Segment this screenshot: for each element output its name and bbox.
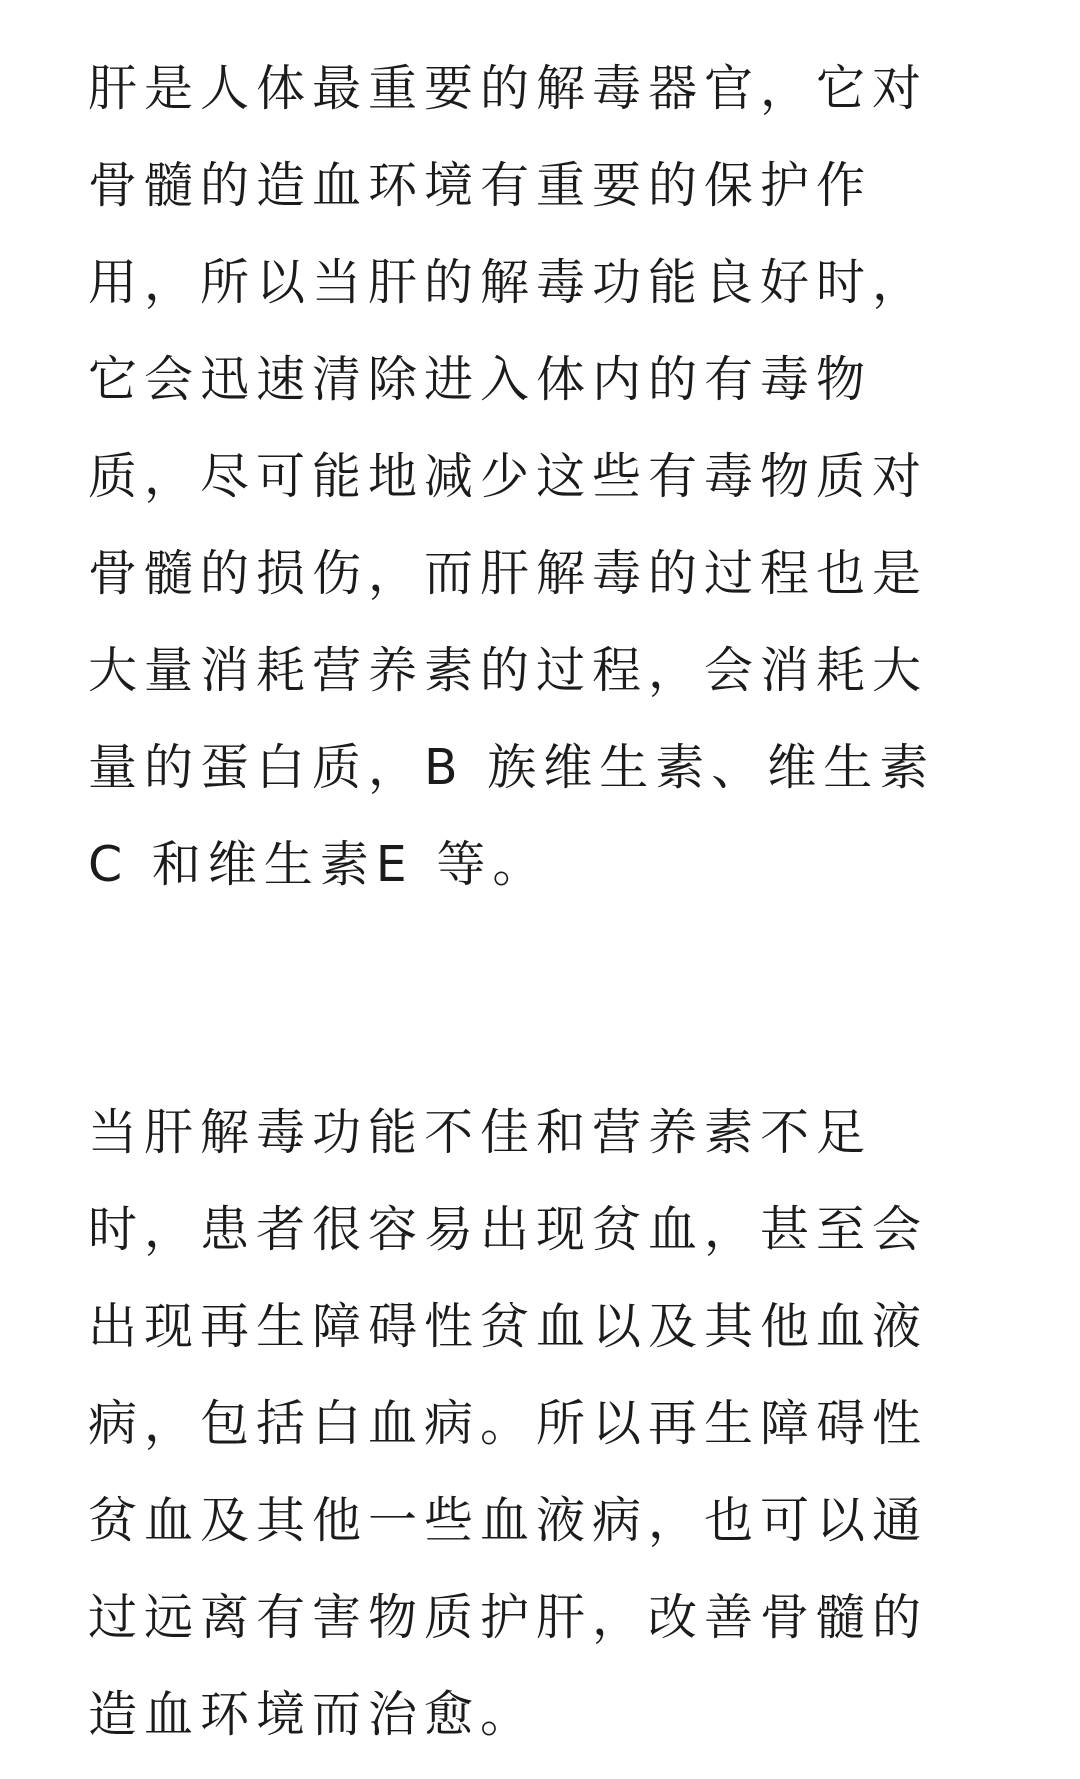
paragraph-line: 用，所以当肝的解毒功能良好时， <box>88 254 929 311</box>
paragraph-line: 骨髓的造血环境有重要的保护作 <box>88 157 873 214</box>
paragraph-spacer <box>88 913 1010 1084</box>
paragraph-line: 质，尽可能地减少这些有毒物质对 <box>88 448 929 505</box>
paragraph-1 <box>88 40 1010 913</box>
paragraph-line: 病，包括白血病。所以再生障碍性 <box>88 1395 929 1452</box>
paragraph-line: 骨髓的损伤，而肝解毒的过程也是 <box>88 545 929 602</box>
paragraph-line: 贫血及其他一些血液病，也可以通 <box>88 1492 929 1549</box>
paragraph-line: 量的蛋白质，B 族维生素、维生素 <box>88 739 936 796</box>
paragraph-line: 时，患者很容易出现贫血，甚至会 <box>88 1201 929 1258</box>
paragraph-line: 它会迅速清除进入体内的有毒物 <box>88 351 873 408</box>
paragraph-line: 出现再生障碍性贫血以及其他血液 <box>88 1298 929 1355</box>
paragraph-line: 当肝解毒功能不佳和营养素不足 <box>88 1104 873 1161</box>
paragraph-line: C 和维生素E 等。 <box>88 836 549 893</box>
paragraph-2 <box>88 1084 1010 1763</box>
paragraph-line: 大量消耗营养素的过程，会消耗大 <box>88 642 929 699</box>
paragraph-line: 肝是人体最重要的解毒器官，它对 <box>88 60 929 117</box>
paragraph-line: 造血环境而治愈。 <box>88 1686 537 1743</box>
paragraph-line: 过远离有害物质护肝，改善骨髓的 <box>88 1589 929 1646</box>
